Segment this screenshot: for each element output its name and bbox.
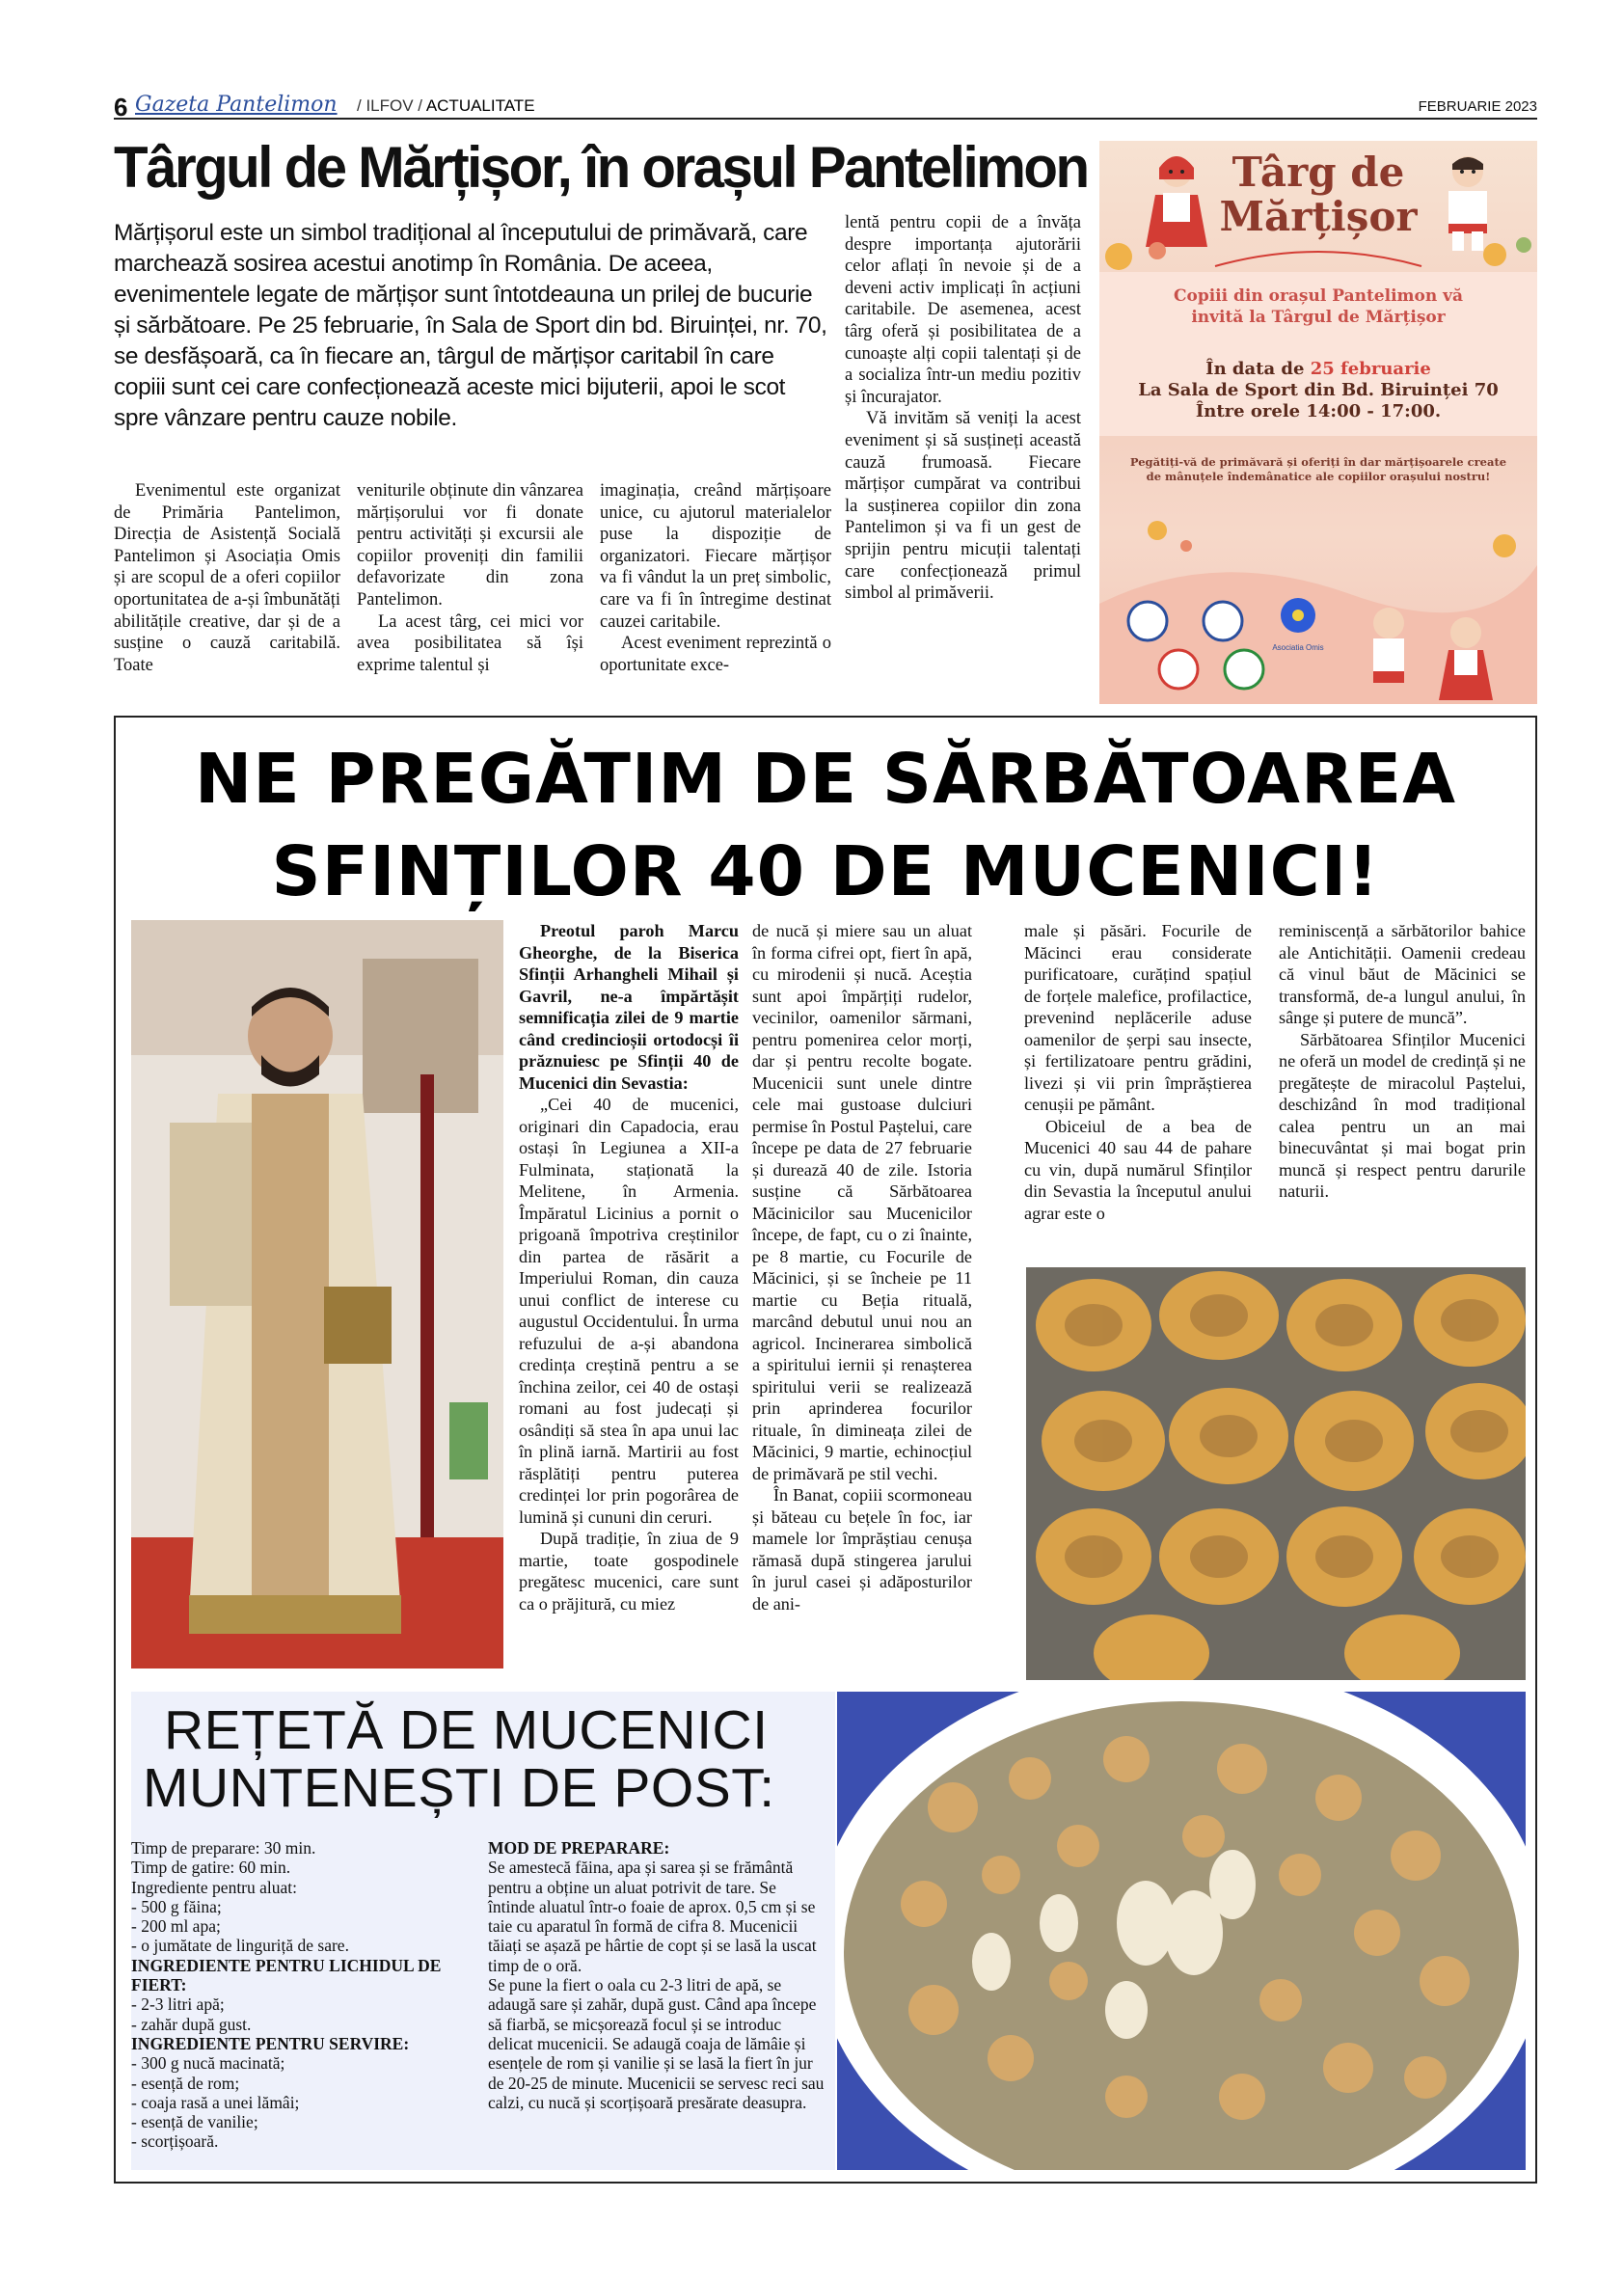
poster-lower-illustration: [1099, 507, 1537, 704]
recipe-method: [488, 1838, 826, 2170]
poster-place: La Sala de Sport din Bd. Biruinței 70: [1138, 380, 1499, 400]
feature-column-1: [519, 920, 739, 1692]
recipe-ingredient-line: - o jumătate de linguriță de sare.: [131, 1936, 349, 1956]
section-breadcrumb: [357, 96, 535, 116]
feature-column-2: [752, 920, 972, 1692]
publication-logo: Gazeta Pantelimon: [135, 93, 338, 117]
priest-photo: [131, 920, 503, 1669]
poster-hours: Între orele 14:00 - 17:00.: [1195, 401, 1442, 421]
event-poster: [1099, 141, 1537, 704]
poster-subtitle-line: invită la Târgul de Mărțișor: [1191, 308, 1446, 327]
feature-paragraph: În Banat, copiii scormoneau și băteau cu bețele în foc, iar mamele lor împrăștiau cenușa rămasă după stingerea jarului în jurul casei și adăposturilor de ani-: [752, 1485, 972, 1614]
headline-line: NE PREGĂTIM DE SĂRBĂTOAREA: [194, 739, 1457, 819]
issue-date: FEBRUARIE 2023: [1418, 98, 1537, 115]
poster-title-line: Mărțișor: [1219, 193, 1418, 240]
feature-column-4: [1279, 920, 1526, 1263]
feature-paragraph: Sărbătoarea Sfinților Mucenici ne oferă un model de credință și ne pregătește de miracolul Paștelui, deschizând în mod tradițional calea pentru un an mai binecuvântat și mai bogat prin muncă și respect pentru darurile naturii.: [1279, 1029, 1526, 1201]
recipe-ingredient-line: - esență de rom;: [131, 2073, 240, 2093]
article-column-2: [357, 480, 583, 712]
poster-note: Pegătiți-vă de primăvară și oferiți în dar mărțișoarele create de mânuțele îndemânatice ale copiilor orașului nostru!: [1129, 455, 1507, 483]
recipe-ingredient-line: - scorțișoară.: [131, 2131, 219, 2152]
article-paragraph: lentă pentru copii de a învăța despre importanța ajutorării celor aflați în nevoie și de a deveni activ implicați în acțiuni caritabile. De asemenea, acest târg oferă și posibilitatea de a cunoaște alți copii talentați și de a socializa într-un mediu pozitiv și încurajator.: [845, 213, 1081, 407]
recipe-ingredient-line: Timp de gatire: 60 min.: [131, 1858, 291, 1878]
article-paragraph: La acest târg, cei mici vor avea posibilitatea să își exprime talentul și: [357, 611, 583, 675]
article-paragraph: imaginația, creând mărțișoare unice, cu ajutorul materialelor puse la dispoziție de organizatori. Fiecare mărțișor va fi vândut la un preț simbolic, care va fi în întregime destinat cauzei caritabile.: [600, 481, 831, 632]
article-paragraph: Vă invităm să veniți la acest eveniment și să susțineți această cauză frumoasă. Fiecare mărțișor cumpărat va contribui la susținerea copiilor din zona Pantelimon și va fi un gest de sprijin pentru micuții talentați care confecționează primul simbol al primăverii.: [845, 409, 1081, 604]
poster-subtitle: [1099, 285, 1537, 328]
recipe-section-heading: INGREDIENTE PENTRU SERVIRE:: [131, 2033, 410, 2053]
mucenici-soup-photo: [837, 1692, 1526, 2170]
recipe-title: [143, 1701, 827, 1817]
omis-logo-label: Asociatia Omis: [1272, 643, 1324, 652]
recipe-section-heading: INGREDIENTE PENTRU LICHIDUL DE FIERT:: [131, 1955, 442, 1995]
feature-paragraph: male și păsări. Focurile de Măcinci erau considerate purificatoare, curățind spațiul de forțele malefice, profilactice, prevenind neplăcerile aduse oamenilor de șerpi sau insecte, și fertilizatoare pentru grădini, livezi și vii prin împrăștierea cenușii pe pământ.: [1024, 921, 1252, 1114]
feature-headline: [116, 733, 1535, 918]
feature-paragraph: „Cei 40 de mucenici, originari din Capadocia, erau ostași în Legiunea a XII-a Fulminata, staționată la Melitene, în Armenia. Împăratul Licinius a pornit o prigoană împotriva creștinilor din partea de răsărit a Imperiului Roman, din cauza unui conflict de interese cu augustul Occidentului. În urma refuzului de a-și abandona credința creștină pentru a se închina zeilor, cei 40 de ostași romani au fost judecați și osândiți să stea în apa unui lac în plină iarnă. Martirii au fost răsplătiți pentru puterea credinței lor prin pogorârea de lumină și cununi din ceruri.: [519, 1095, 739, 1527]
page-number: 6: [114, 93, 128, 122]
section-name: ACTUALITATE: [425, 96, 535, 115]
recipe-ingredient-line: - 500 g făina;: [131, 1896, 222, 1916]
feature-paragraph: de nucă și miere sau un aluat în forma cifrei opt, fiert în apă, cu mirodenii și nucă. Aceștia sunt apoi împărțiți rudelor, vecinilor, oamenilor sărmani, pentru pomenirea celor morți, dar și pentru recolte bogate. Mucenicii sunt unele dintre cele mai gustoase dulciuri permise în Postul Paștelui, care începe pe data de 27 februarie și durează 40 de zile. Istoria susține că Sărbătoarea Măcinicilor sau Mucenicilor începe, de fapt, cu o zi înainte, pe 8 martie, cu Focurile de Măcinici, și se încheie pe 11 martie cu Beția rituală, marcând debutul unui nou an agricol. Incinerarea simbolică a spiritului iernii și renașterea spiritului verii se realizează prin aprinderea focurilor rituale, în dimineața zilei de Măcinici, 9 martie, echinocțiul de primăvară pe stil vechi.: [752, 921, 972, 1483]
article-column-3: [600, 480, 831, 712]
recipe-method-paragraph: Se pune la fiert o oala cu 2-3 litri de apă, se adaugă sare și zahăr, după gust. Când apa începe să fiarbă, se micșorează focul și se introduc delicat mucenicii. Se adaugă coaja de lămâie și esențele de rom și vanilie și se lasă la fiert în jur de 20-25 de minute. Mucenicii se servesc reci sau calzi, cu nucă și scorțișoară presărate deasupra.: [488, 1975, 825, 2112]
feature-article-box: [114, 716, 1537, 2184]
article-paragraph: Acest eveniment reprezintă o oportunitate exce-: [600, 634, 831, 675]
recipe-title-line: REȚETĂ DE MUCENICI: [164, 1699, 769, 1761]
recipe-ingredient-line: - 200 ml apa;: [131, 1916, 221, 1937]
article-column-right: [845, 212, 1081, 714]
poster-date: [1099, 359, 1537, 380]
feature-intro: Preotul paroh Marcu Gheorghe, de la Biserica Sfinții Arhangheli Mihail și Gavril, ne-a împărtășit semnificația zilei de 9 martie când credincioșii ortodocși îi prăznuiesc pe Sfinții 40 de Mucenici din Sevastia:: [519, 921, 739, 1093]
recipe-method-paragraph: Se amestecă făina, apa și sarea și se frământă pentru a obține un aluat potrivit de tare. Se întinde aluatul într-o foaie de aprox. 0,5 cm și se taie cu aparatul în formă de cifra 8. Mucenicii tăiați se așază pe hârtie de copt și se lasă la uscat timp de o oră.: [488, 1858, 817, 1975]
recipe-ingredient-line: - coaja rasă a unei lămâi;: [131, 2092, 300, 2112]
poster-event-details: [1099, 359, 1537, 422]
article-paragraph: veniturile obținute din vânzarea mărțișorului vor fi donate pentru activități și excursii ale copiilor proveniți din familii defavorizate din zona Pantelimon.: [357, 481, 583, 610]
recipe-method-title: MOD DE PREPARARE:: [488, 1838, 670, 1858]
poster-title: [1099, 150, 1537, 239]
baked-mucenici-photo: [1026, 1267, 1526, 1680]
page-header: [114, 93, 1537, 122]
recipe-ingredient-line: Timp de preparare: 30 min.: [131, 1838, 316, 1858]
poster-title-line: Târg de: [1232, 149, 1405, 196]
feature-column-3: [1024, 920, 1252, 1263]
poster-date-prefix: În data de: [1205, 359, 1311, 379]
feature-paragraph: Obiceiul de a bea de Mucenici 40 sau 44 de pahare cu vin, după numărul Sfinților din Sevastia la începutul anului agrar este o: [1024, 1116, 1252, 1223]
poster-date-value: 25 februarie: [1310, 359, 1431, 379]
article-column-1: [114, 480, 340, 712]
article-title: Târgul de Mărțișor, în orașul Pantelimon: [114, 135, 1088, 200]
recipe-ingredient-line: - zahăr după gust.: [131, 2014, 252, 2034]
recipe-ingredients: [131, 1838, 478, 2170]
section-path: / ILFOV /: [357, 96, 426, 115]
feature-paragraph: reminiscență a sărbătorilor bahice ale Antichității. Oamenii credeau că vinul băut de Măcinici se transformă, de-a lungul anului, în sânge și putere de muncă”.: [1279, 921, 1526, 1027]
feature-paragraph: După tradiție, în ziua de 9 martie, toate gospodinele pregătesc mucenici, care sunt ca o prăjitură, cu miez: [519, 1529, 739, 1614]
recipe-ingredient-line: Ingrediente pentru aluat:: [131, 1877, 298, 1897]
poster-subtitle-line: Copiii din orașul Pantelimon vă: [1173, 286, 1464, 306]
recipe-ingredient-line: - esență de vanilie;: [131, 2112, 258, 2132]
recipe-ingredient-line: - 300 g nucă macinată;: [131, 2053, 285, 2074]
recipe-title-line: MUNTENEȘTI DE POST:: [143, 1757, 775, 1819]
recipe-ingredient-line: - 2-3 litri apă;: [131, 1994, 225, 2015]
article-lead: Mărțișorul este un simbol tradițional al începutului de primăvară, care marchează sosirea acestui anotimp în România. De aceea, evenimentele legate de mărțișor sunt întotdeauna un prilej de bucurie și sărbătoare. Pe 25 februarie, în Sala de Sport din bd. Biruinței, nr. 70, se desfășoară, ca în fiecare an, târgul de mărțișor caritabil în care copiii sunt cei care confecționează aceste mici bijuterii, apoi le scot spre vânzare pentru cauze nobile.: [114, 220, 827, 431]
headline-line: SFINȚILOR 40 DE MUCENICI!: [271, 831, 1380, 911]
article-paragraph: Evenimentul este organizat de Primăria Pantelimon, Direcția de Asistență Socială Pantelimon și Asociația Omis și are scopul de a oferi copiilor oportunitatea de a-și îmbunătăți abilitățile creative, dar și de a susține o cauză caritabilă. Toate: [114, 481, 340, 675]
